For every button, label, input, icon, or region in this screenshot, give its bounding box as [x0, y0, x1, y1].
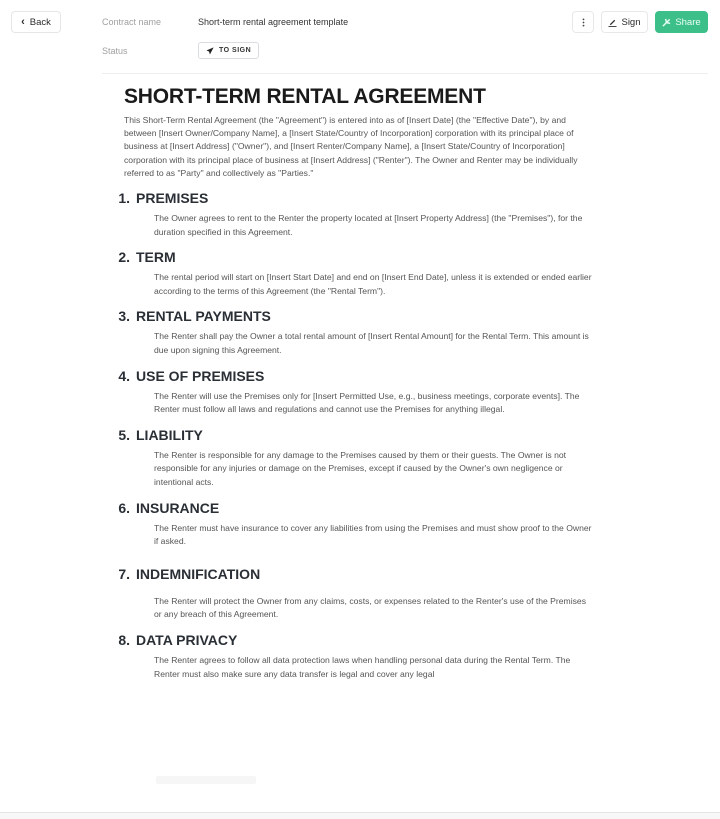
section-liability — [118, 426, 594, 490]
section-title: RENTAL PAYMENTS — [136, 308, 271, 325]
section-title: PREMISES — [136, 190, 209, 207]
section-number: 5. — [118, 426, 130, 443]
status-badge — [198, 42, 259, 59]
header-actions — [572, 11, 708, 33]
faded-content-placeholder — [156, 776, 256, 784]
bottom-bar — [0, 812, 720, 819]
back-label: Back — [29, 16, 51, 28]
section-use-of-premises — [118, 367, 594, 417]
section-number: 3. — [118, 308, 130, 325]
section-number: 8. — [118, 631, 130, 648]
section-body: The Renter will protect the Owner from any claims, costs, or expenses related to the Renter's use of the Premises or any breach of this Agreement. — [154, 595, 586, 620]
section-number: 4. — [118, 367, 130, 384]
section-number: 2. — [118, 249, 130, 266]
back-button[interactable] — [11, 11, 61, 33]
section-title: INDEMNIFICATION — [136, 565, 261, 582]
section-title: INSURANCE — [136, 499, 220, 516]
section-body: The Renter is responsible for any damage to the Premises caused by them or their guests. The Owner is not responsible for any injuries or damage on the Premises, except if caused by the Owner's own negligence or intentional acts. — [154, 449, 567, 487]
share-button[interactable] — [655, 11, 708, 33]
section-body: The rental period will start on [Insert Start Date] and end on [Insert End Date], unless it is extended or ended earlier according to the terms of this Agreement (the "Rental Term"). — [154, 272, 592, 296]
section-body: The Renter agrees to follow all data protection laws when handling personal data during the Rental Term. The Renter must also make sure any data transfer is legal and cover any legal — [154, 654, 571, 679]
section-body: The Renter shall pay the Owner a total rental amount of [Insert Rental Amount] for the Rental Term. This amount is due upon signing this Agreement. — [154, 331, 589, 355]
section-title: TERM — [136, 249, 176, 266]
section-number: 1. — [118, 190, 130, 207]
section-rental-payments — [118, 307, 594, 357]
signature-icon — [608, 18, 617, 27]
sign-button[interactable] — [601, 11, 648, 33]
section-title: DATA PRIVACY — [136, 631, 238, 648]
section-indemnification — [118, 565, 594, 622]
chevron-left-icon: ‹ — [21, 15, 25, 28]
section-title: USE OF PREMISES — [136, 367, 265, 384]
section-number: 7. — [118, 565, 130, 582]
section-body: The Renter will use the Premises only for [Insert Permitted Use, e.g., business meetings, corporate events]. The Renter must follow all laws and regulations and cannot use the Premises for anything illegal. — [154, 390, 580, 415]
more-options-button[interactable] — [572, 11, 594, 33]
sign-label: Sign — [621, 16, 641, 28]
document-title: SHORT-TERM RENTAL AGREEMENT — [124, 85, 486, 108]
send-icon — [206, 47, 214, 55]
header-divider — [102, 73, 708, 74]
contract-document — [118, 84, 594, 681]
section-term — [118, 248, 594, 298]
contract-name-value: Short-term rental agreement template — [198, 17, 349, 27]
document-intro: This Short-Term Rental Agreement (the "Agreement") is entered into as of [Insert Date] (the "Effective Date"), by and between [Insert Owner/Company Name], a [Insert State/Country of Incorporation] corporation with its principal place of business at [Insert Address] ("Owner"), and [Insert Renter/Company Name], a [Insert State/Country of Incorporation] corporation with its principal place of business at [Insert Address] ("Renter"). The Owner and Renter may be individually referred to as "Party" and collectively as "Parties." — [124, 115, 578, 178]
top-bar — [0, 0, 720, 72]
section-title: LIABILITY — [136, 426, 203, 443]
section-body: The Owner agrees to rent to the Renter the property located at [Insert Property Address] (the "Premises"), for the duration specified in this Agreement. — [154, 213, 583, 237]
section-premises — [118, 189, 594, 239]
section-data-privacy — [118, 631, 594, 681]
section-body: The Renter must have insurance to cover any liabilities from using the Premises and must show proof to the Owner if asked. — [154, 522, 592, 547]
section-insurance — [118, 499, 594, 549]
status-value: TO SIGN — [219, 47, 252, 54]
contract-name-label: Contract name — [102, 17, 162, 27]
share-icon — [662, 18, 671, 27]
share-label: Share — [675, 16, 701, 28]
more-vertical-icon — [579, 18, 588, 27]
content-fade-overlay — [0, 715, 720, 790]
status-label: Status — [102, 46, 128, 56]
section-number: 6. — [118, 499, 130, 516]
